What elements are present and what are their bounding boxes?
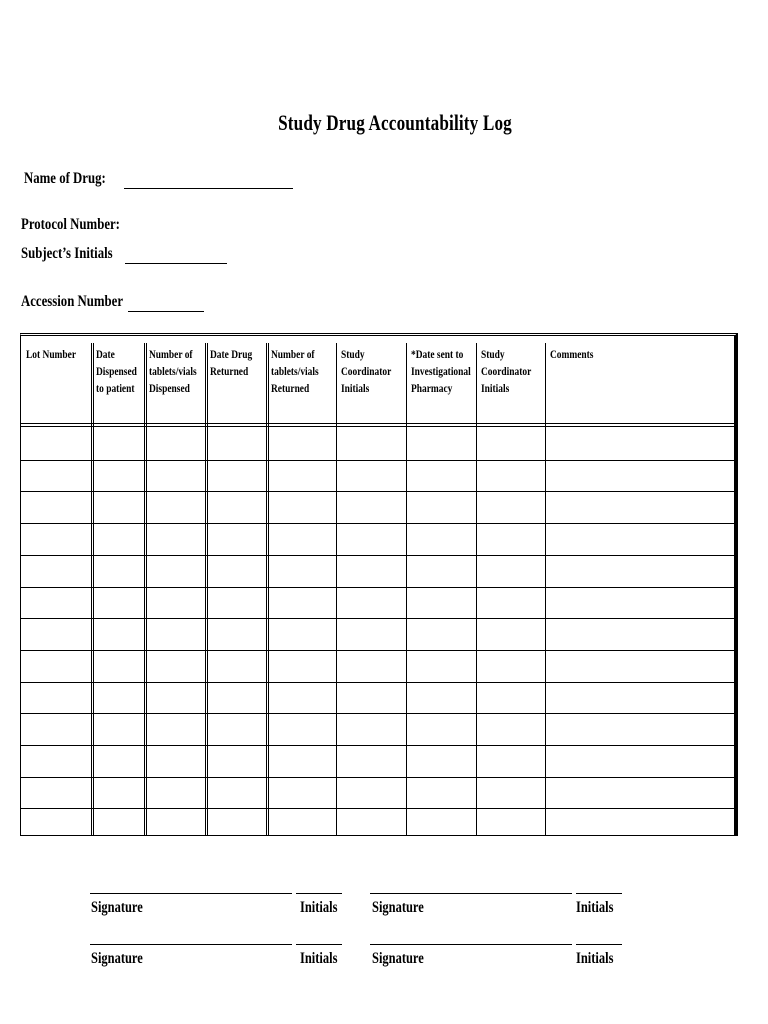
table-cell-number-dispensed[interactable]	[146, 779, 203, 807]
table-cell-lot-number[interactable]	[23, 430, 89, 458]
header-text: Investigational	[411, 366, 471, 378]
table-cell-study-coordinator-initials-1[interactable]	[338, 493, 404, 521]
column-divider	[545, 343, 546, 835]
subjects-initials-field[interactable]	[125, 263, 227, 264]
header-text: tablets/vials	[271, 366, 319, 378]
table-cell-lot-number[interactable]	[23, 493, 89, 521]
header-text: Initials	[481, 383, 510, 395]
table-cell-study-coordinator-initials-1[interactable]	[338, 747, 404, 775]
table-cell-number-returned[interactable]	[268, 557, 334, 585]
header-text: Pharmacy	[411, 383, 453, 395]
table-cell-date-returned[interactable]	[207, 589, 264, 617]
table-cell-number-dispensed[interactable]	[146, 589, 203, 617]
signature-label: Signature	[91, 950, 143, 967]
header-lot-number	[21, 343, 91, 423]
name-of-drug-field[interactable]	[124, 188, 293, 189]
table-cell-date-returned[interactable]	[207, 557, 264, 585]
table-cell-study-coordinator-initials-1[interactable]	[338, 715, 404, 743]
table-cell-date-dispensed[interactable]	[93, 747, 142, 775]
header-text: Date	[96, 349, 115, 361]
table-cell-number-dispensed[interactable]	[146, 652, 203, 680]
accountability-table	[20, 333, 738, 836]
page-title: Study Drug Accountability Log	[278, 110, 512, 135]
header-text: Returned	[210, 366, 249, 378]
header-text: Number of	[271, 349, 315, 361]
signature-label: Signature	[372, 899, 424, 916]
table-cell-number-returned[interactable]	[268, 525, 334, 553]
table-cell-date-sent-to-pharmacy[interactable]	[408, 620, 474, 648]
initials-line-3[interactable]	[296, 944, 342, 945]
table-cell-lot-number[interactable]	[23, 589, 89, 617]
table-cell-study-coordinator-initials-1[interactable]	[338, 810, 404, 838]
table-cell-date-dispensed[interactable]	[93, 493, 142, 521]
table-cell-study-coordinator-initials-1[interactable]	[338, 430, 404, 458]
initials-line-1[interactable]	[296, 893, 342, 894]
row-divider	[21, 808, 734, 809]
table-cell-number-dispensed[interactable]	[146, 525, 203, 553]
header-comments	[545, 343, 735, 423]
column-divider	[476, 343, 477, 835]
header-text: *Date sent to	[411, 349, 464, 361]
table-cell-number-dispensed[interactable]	[146, 557, 203, 585]
table-cell-study-coordinator-initials-1[interactable]	[338, 525, 404, 553]
table-cell-date-dispensed[interactable]	[93, 684, 142, 712]
table-cell-comments[interactable]	[547, 810, 733, 838]
table-cell-date-sent-to-pharmacy[interactable]	[408, 589, 474, 617]
header-text: Number of	[149, 349, 193, 361]
table-cell-comments[interactable]	[547, 620, 733, 648]
row-divider	[21, 555, 734, 556]
signature-line-4[interactable]	[370, 944, 572, 945]
header-date-returned	[205, 343, 266, 423]
header-study-coordinator-initials-1	[336, 343, 406, 423]
table-cell-date-dispensed[interactable]	[93, 462, 142, 490]
table-cell-date-returned[interactable]	[207, 462, 264, 490]
table-cell-date-returned[interactable]	[207, 620, 264, 648]
header-number-returned	[266, 343, 336, 423]
header-text: Dispensed	[149, 383, 190, 395]
table-cell-study-coordinator-initials-2[interactable]	[478, 747, 543, 775]
header-text: Date Drug	[210, 349, 253, 361]
table-cell-date-returned[interactable]	[207, 747, 264, 775]
table-cell-number-returned[interactable]	[268, 620, 334, 648]
table-cell-number-dispensed[interactable]	[146, 715, 203, 743]
table-cell-date-sent-to-pharmacy[interactable]	[408, 525, 474, 553]
table-cell-study-coordinator-initials-1[interactable]	[338, 684, 404, 712]
table-cell-date-sent-to-pharmacy[interactable]	[408, 652, 474, 680]
table-cell-date-dispensed[interactable]	[93, 557, 142, 585]
subjects-initials-label: Subject’s Initials	[21, 245, 113, 262]
table-cell-number-returned[interactable]	[268, 493, 334, 521]
header-text: Coordinator	[341, 366, 392, 378]
header-number-dispensed	[144, 343, 205, 423]
table-cell-number-dispensed[interactable]	[146, 747, 203, 775]
initials-label: Initials	[300, 950, 338, 967]
table-cell-lot-number[interactable]	[23, 810, 89, 838]
table-cell-lot-number[interactable]	[23, 557, 89, 585]
table-cell-study-coordinator-initials-2[interactable]	[478, 684, 543, 712]
table-cell-study-coordinator-initials-1[interactable]	[338, 589, 404, 617]
row-divider	[21, 491, 734, 492]
header-date-dispensed	[91, 343, 144, 423]
protocol-number-label: Protocol Number:	[21, 216, 120, 233]
table-cell-study-coordinator-initials-1[interactable]	[338, 462, 404, 490]
header-date-sent-to-pharmacy	[406, 343, 476, 423]
signature-label: Signature	[91, 899, 143, 916]
table-cell-comments[interactable]	[547, 557, 733, 585]
table-cell-number-returned[interactable]	[268, 747, 334, 775]
row-divider	[21, 713, 734, 714]
table-cell-comments[interactable]	[547, 462, 733, 490]
header-text: Lot Number	[26, 349, 77, 361]
row-divider	[21, 650, 734, 651]
table-cell-date-dispensed[interactable]	[93, 430, 142, 458]
table-cell-comments[interactable]	[547, 589, 733, 617]
table-cell-study-coordinator-initials-2[interactable]	[478, 715, 543, 743]
table-cell-study-coordinator-initials-2[interactable]	[478, 557, 543, 585]
table-cell-comments[interactable]	[547, 747, 733, 775]
table-cell-number-dispensed[interactable]	[146, 493, 203, 521]
signature-line-1[interactable]	[90, 893, 292, 894]
header-text: to patient	[96, 383, 135, 395]
signature-label: Signature	[372, 950, 424, 967]
table-cell-date-sent-to-pharmacy[interactable]	[408, 747, 474, 775]
table-cell-lot-number[interactable]	[23, 462, 89, 490]
row-divider	[21, 682, 734, 683]
table-cell-study-coordinator-initials-2[interactable]	[478, 589, 543, 617]
table-cell-date-sent-to-pharmacy[interactable]	[408, 684, 474, 712]
table-cell-date-sent-to-pharmacy[interactable]	[408, 430, 474, 458]
table-cell-date-sent-to-pharmacy[interactable]	[408, 462, 474, 490]
row-divider	[21, 460, 734, 461]
table-cell-lot-number[interactable]	[23, 779, 89, 807]
table-cell-lot-number[interactable]	[23, 684, 89, 712]
header-text: Coordinator	[481, 366, 532, 378]
table-cell-comments[interactable]	[547, 684, 733, 712]
table-cell-date-sent-to-pharmacy[interactable]	[408, 779, 474, 807]
table-cell-date-returned[interactable]	[207, 715, 264, 743]
table-cell-date-dispensed[interactable]	[93, 525, 142, 553]
table-cell-study-coordinator-initials-2[interactable]	[478, 462, 543, 490]
table-cell-date-sent-to-pharmacy[interactable]	[408, 557, 474, 585]
table-cell-number-dispensed[interactable]	[146, 684, 203, 712]
table-cell-number-returned[interactable]	[268, 462, 334, 490]
table-cell-date-dispensed[interactable]	[93, 779, 142, 807]
table-cell-number-returned[interactable]	[268, 652, 334, 680]
header-text: Returned	[271, 383, 310, 395]
signature-line-2[interactable]	[370, 893, 572, 894]
table-cell-comments[interactable]	[547, 652, 733, 680]
header-text: Study	[341, 349, 365, 361]
table-cell-number-dispensed[interactable]	[146, 620, 203, 648]
table-cell-date-sent-to-pharmacy[interactable]	[408, 493, 474, 521]
table-cell-date-returned[interactable]	[207, 493, 264, 521]
table-cell-lot-number[interactable]	[23, 652, 89, 680]
row-divider	[21, 777, 734, 778]
table-cell-number-returned[interactable]	[268, 779, 334, 807]
header-text: tablets/vials	[149, 366, 197, 378]
table-cell-study-coordinator-initials-2[interactable]	[478, 652, 543, 680]
table-cell-number-returned[interactable]	[268, 430, 334, 458]
row-divider	[21, 618, 734, 619]
table-cell-lot-number[interactable]	[23, 620, 89, 648]
header-text: Initials	[341, 383, 370, 395]
table-cell-date-returned[interactable]	[207, 652, 264, 680]
table-cell-number-dispensed[interactable]	[146, 462, 203, 490]
initials-label: Initials	[576, 899, 614, 916]
table-cell-lot-number[interactable]	[23, 715, 89, 743]
initials-line-4[interactable]	[576, 944, 622, 945]
table-cell-comments[interactable]	[547, 779, 733, 807]
table-cell-comments[interactable]	[547, 430, 733, 458]
header-study-coordinator-initials-2	[476, 343, 545, 423]
table-cell-date-sent-to-pharmacy[interactable]	[408, 810, 474, 838]
table-cell-number-dispensed[interactable]	[146, 810, 203, 838]
table-cell-date-dispensed[interactable]	[93, 589, 142, 617]
table-cell-number-returned[interactable]	[268, 684, 334, 712]
header-text: Comments	[550, 349, 594, 361]
column-divider	[336, 343, 337, 835]
table-cell-number-returned[interactable]	[268, 715, 334, 743]
signature-line-3[interactable]	[90, 944, 292, 945]
initials-line-2[interactable]	[576, 893, 622, 894]
table-cell-study-coordinator-initials-2[interactable]	[478, 493, 543, 521]
table-cell-study-coordinator-initials-1[interactable]	[338, 652, 404, 680]
table-cell-comments[interactable]	[547, 525, 733, 553]
header-text: Study	[481, 349, 505, 361]
table-cell-study-coordinator-initials-2[interactable]	[478, 779, 543, 807]
table-cell-study-coordinator-initials-1[interactable]	[338, 779, 404, 807]
table-cell-date-dispensed[interactable]	[93, 620, 142, 648]
table-cell-study-coordinator-initials-2[interactable]	[478, 810, 543, 838]
table-cell-date-returned[interactable]	[207, 684, 264, 712]
table-cell-date-dispensed[interactable]	[93, 652, 142, 680]
table-cell-study-coordinator-initials-1[interactable]	[338, 620, 404, 648]
table-cell-study-coordinator-initials-2[interactable]	[478, 620, 543, 648]
table-cell-date-dispensed[interactable]	[93, 715, 142, 743]
row-divider	[21, 745, 734, 746]
initials-label: Initials	[300, 899, 338, 916]
table-cell-date-returned[interactable]	[207, 430, 264, 458]
row-divider	[21, 587, 734, 588]
table-cell-date-returned[interactable]	[207, 525, 264, 553]
table-cell-date-dispensed[interactable]	[93, 810, 142, 838]
table-cell-study-coordinator-initials-2[interactable]	[478, 430, 543, 458]
initials-label: Initials	[576, 950, 614, 967]
table-cell-study-coordinator-initials-2[interactable]	[478, 525, 543, 553]
table-cell-comments[interactable]	[547, 493, 733, 521]
table-cell-lot-number[interactable]	[23, 525, 89, 553]
name-of-drug-label: Name of Drug:	[24, 170, 106, 187]
table-cell-number-dispensed[interactable]	[146, 430, 203, 458]
accession-number-field[interactable]	[128, 311, 204, 312]
table-cell-number-returned[interactable]	[268, 589, 334, 617]
table-cell-study-coordinator-initials-1[interactable]	[338, 557, 404, 585]
table-cell-comments[interactable]	[547, 715, 733, 743]
table-cell-lot-number[interactable]	[23, 747, 89, 775]
table-cell-date-returned[interactable]	[207, 779, 264, 807]
table-cell-date-sent-to-pharmacy[interactable]	[408, 715, 474, 743]
row-divider	[21, 523, 734, 524]
table-cell-number-returned[interactable]	[268, 810, 334, 838]
header-text: Dispensed	[96, 366, 137, 378]
table-cell-date-returned[interactable]	[207, 810, 264, 838]
column-divider	[406, 343, 407, 835]
accession-number-label: Accession Number	[21, 293, 124, 310]
